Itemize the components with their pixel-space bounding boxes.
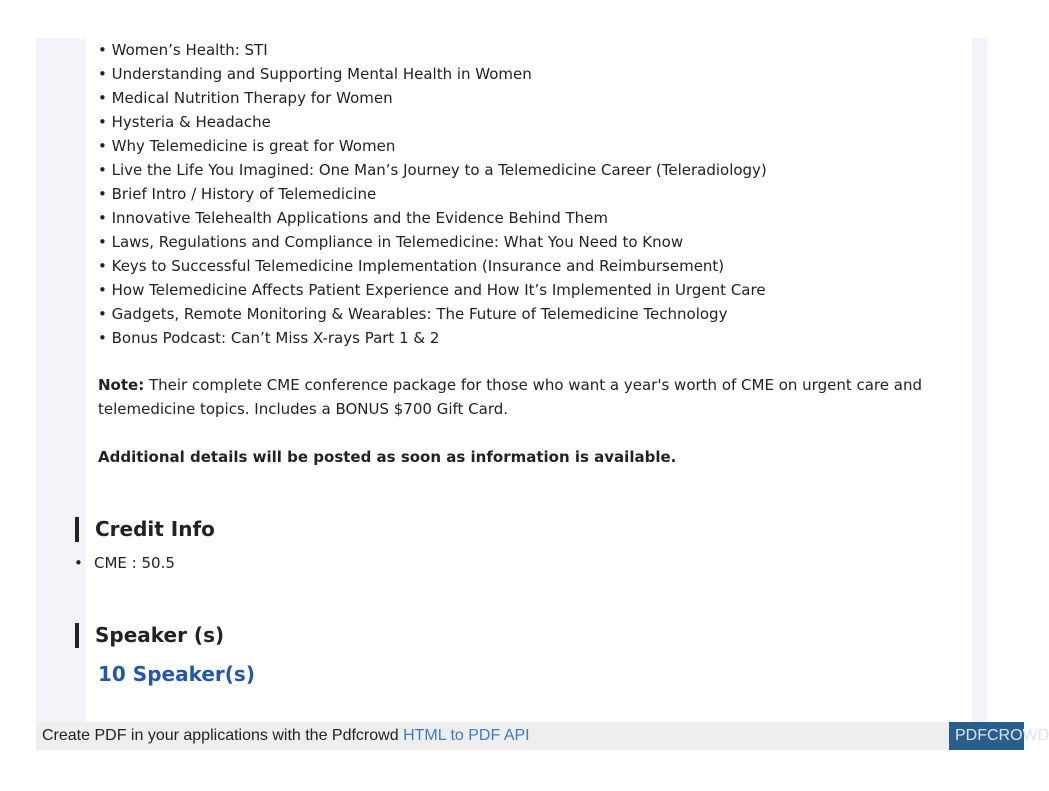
footer-text: Create PDF in your applications with the Pdfcrowd xyxy=(42,727,404,744)
topic-item: • Medical Nutrition Therapy for Women xyxy=(98,89,393,107)
topic-item: • Why Telemedicine is great for Women xyxy=(98,137,396,155)
html-to-pdf-api-link[interactable]: HTML to PDF API xyxy=(403,727,530,744)
note-paragraph xyxy=(98,373,938,421)
credit-info-title: Credit Info xyxy=(95,517,215,541)
topic-item: • Women’s Health: STI xyxy=(98,41,268,59)
bullet-icon: • xyxy=(74,554,83,572)
topic-list xyxy=(98,38,767,350)
topic-item: • Keys to Successful Telemedicine Implementation (Insurance and Reimbursement) xyxy=(98,257,725,275)
pdf-footer-banner xyxy=(36,722,1049,750)
topic-item: • Innovative Telehealth Applications and the Evidence Behind Them xyxy=(98,209,608,227)
credit-item: CME : 50.5 xyxy=(94,554,175,572)
credit-list xyxy=(74,552,175,574)
topic-item: • Gadgets, Remote Monitoring & Wearables: The Future of Telemedicine Technology xyxy=(98,305,728,323)
topic-item: • Bonus Podcast: Can’t Miss X-rays Part 1 & 2 xyxy=(98,329,440,347)
additional-details: Additional details will be posted as soon as information is available. xyxy=(98,448,677,466)
topic-item: • Understanding and Supporting Mental Health in Women xyxy=(98,65,532,83)
speakers-heading xyxy=(75,622,224,648)
pdfcrowd-badge[interactable]: PDFCROWD xyxy=(949,722,1024,750)
topic-item: • Live the Life You Imagined: One Man’s Journey to a Telemedicine Career (Teleradiology) xyxy=(98,161,767,179)
speakers-title: Speaker (s) xyxy=(95,623,225,647)
topic-item: • Laws, Regulations and Compliance in Telemedicine: What You Need to Know xyxy=(98,233,684,251)
credit-info-heading xyxy=(75,516,215,542)
note-label: Note: xyxy=(98,376,145,394)
footer-text-wrap xyxy=(42,722,530,750)
heading-bar xyxy=(75,517,79,542)
speakers-link[interactable]: 10 Speaker(s) xyxy=(98,662,255,686)
topic-item: • Hysteria & Headache xyxy=(98,113,271,131)
topic-item: • Brief Intro / History of Telemedicine xyxy=(98,185,377,203)
heading-bar xyxy=(75,623,79,648)
note-text: Their complete CME conference package for those who want a year's worth of CME on urgent care and telemedicine topics. Includes a BONUS $700 Gift Card. xyxy=(98,376,922,418)
topic-item: • How Telemedicine Affects Patient Experience and How It’s Implemented in Urgent Care xyxy=(98,281,766,299)
